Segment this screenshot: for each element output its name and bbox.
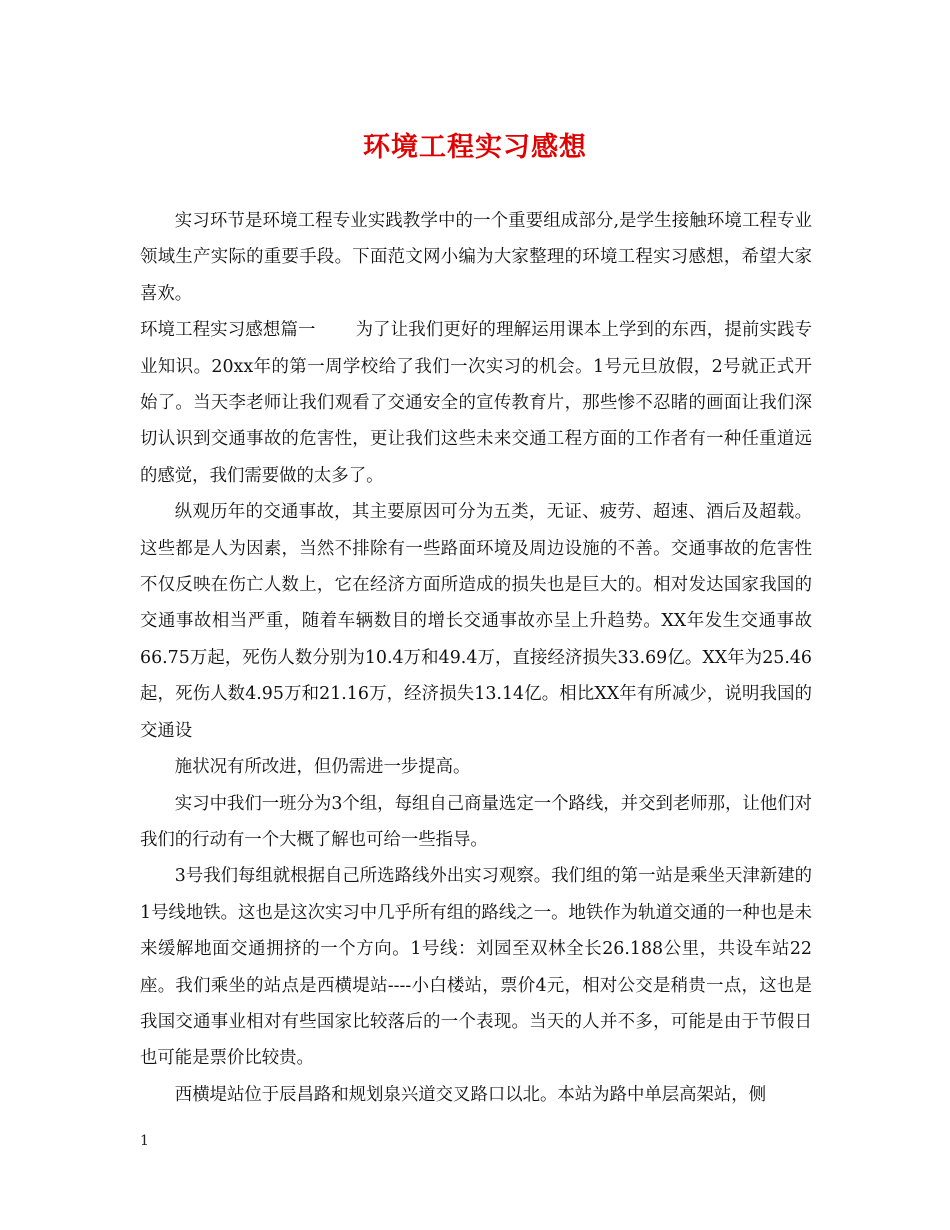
paragraph-intro: 实习环节是环境工程专业实践教学中的一个重要组成部分,是学生接触环境工程专业领域生产实际的重要手段。下面范文网小编为大家整理的环境工程实习感想，希望大家喜欢。 bbox=[140, 211, 812, 304]
document-body bbox=[140, 203, 812, 1113]
paragraph-improvement: 施状况有所改进，但仍需进一步提高。 bbox=[174, 757, 471, 778]
paragraph-grouping: 实习中我们一班分为3个组，每组自己商量选定一个路线，并交到老师那，让他们对我们的行动有一个大概了解也可给一些指导。 bbox=[140, 793, 812, 850]
paragraph-accident-analysis: 纵观历年的交通事故，其主要原因可分为五类，无证、疲劳、超速、酒后及超载。这些都是人为因素，当然不排除有一些路面环境及周边设施的不善。交通事故的危害性不仅反映在伤亡人数上，它在经济方面所造成的损失也是巨大的。相对发达国家我国的交通事故相当严重，随着车辆数目的增长交通事故亦呈上升趋势。XX年发生交通事故66.75万起，死伤人数分别为10.4万和49.4万，直接经济损失33.69亿。XX年为25.46起，死伤人数4.95万和21.16万，经济损失13.14亿。相比XX年有所减少，说明我国的交通设 bbox=[140, 502, 812, 741]
paragraph-metro-line: 3号我们每组就根据自己所选路线外出实习观察。我们组的第一站是乘坐天津新建的1号线地铁。这也是这次实习中几乎所有组的路线之一。地铁作为轨道交通的一种也是未来缓解地面交通拥挤的一个方向。1号线：刘园至双林全长26.188公里，共设车站22座。我们乘坐的站点是西横堤站----小白楼站，票价4元，相对公交是稍贵一点，这也是我国交通事业相对有些国家比较落后的一个表现。当天的人并不多，可能是由于节假日也可能是票价比较贵。 bbox=[140, 866, 812, 1069]
paragraph-station: 西横堤站位于辰昌路和规划泉兴道交叉路口以北。本站为路中单层高架站，侧 bbox=[174, 1084, 767, 1105]
paragraph-section-one bbox=[140, 312, 812, 494]
document-title: 环境工程实习感想 bbox=[363, 132, 587, 163]
page-number: 1 bbox=[140, 1133, 149, 1149]
section-heading: 环境工程实习感想篇一 bbox=[140, 320, 316, 341]
section-one-body: 为了让我们更好的理解运用课本上学到的东西，提前实践专业知识。20xx年的第一周学校给了我们一次实习的机会。1号元旦放假，2号就正式开始了。当天李老师让我们观看了交通安全的宣传教育片，那些惨不忍睹的画面让我们深切认识到交通事故的危害性，更让我们这些未来交通工程方面的工作者有一种任重道远的感觉，我们需要做的太多了。 bbox=[140, 320, 812, 486]
